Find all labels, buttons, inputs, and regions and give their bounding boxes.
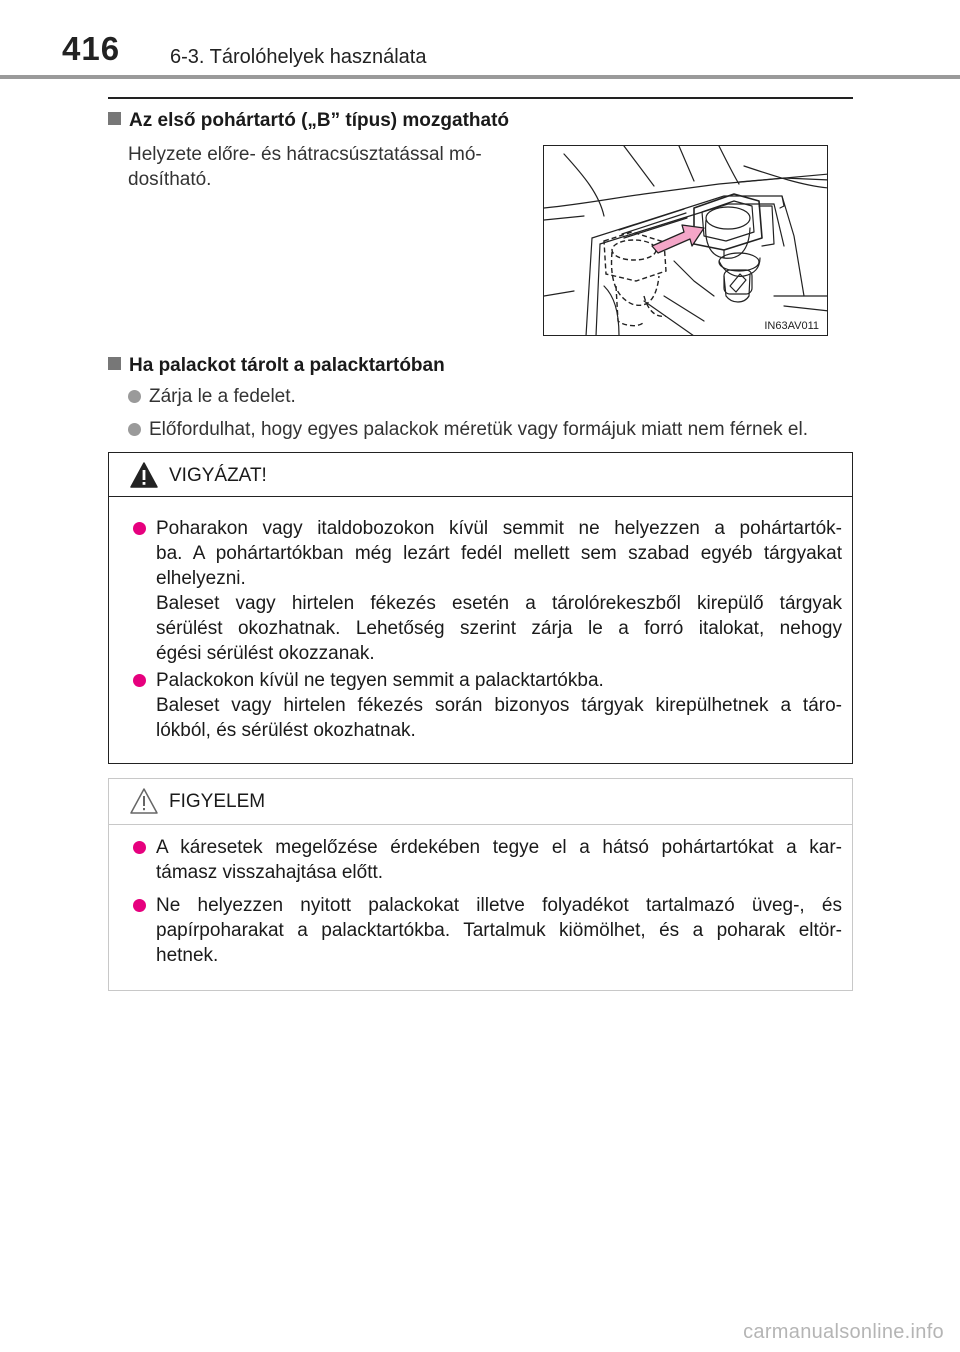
notice-header xyxy=(109,779,852,825)
caution-line: Poharakon vagy italdobozokon kívül semmit ne helyezzen a pohártartók- xyxy=(156,518,842,539)
notice-box xyxy=(108,778,853,991)
bullet-dot-icon xyxy=(133,522,146,535)
bottle-heading-text: Ha palackot tárolt a palacktartóban xyxy=(129,355,445,376)
bullet-dot-icon xyxy=(128,423,141,436)
figure-code: IN63AV011 xyxy=(764,320,819,332)
notice-line: A káresetek megelőzése érdekében tegye el a hátsó pohártartókat a kar- xyxy=(156,837,842,858)
watermark: carmanualsonline.info xyxy=(743,1321,944,1343)
notice-item xyxy=(129,893,842,968)
cupholder-text-line: dosítható. xyxy=(128,169,212,190)
caution-line: lókból, és sérülést okozhatnak. xyxy=(156,720,416,741)
notice-line: támasz visszahajtása előtt. xyxy=(156,862,384,883)
caution-item xyxy=(129,516,842,666)
caution-title: VIGYÁZAT! xyxy=(169,465,267,486)
caution-line: Baleset vagy hirtelen fékezés során bizonyos tárgyak kirepülhetnek a táro- xyxy=(156,695,842,716)
bullet-dot-icon xyxy=(133,674,146,687)
bullet-dot-icon xyxy=(133,899,146,912)
content-rule xyxy=(108,97,853,99)
bottle-heading xyxy=(108,355,445,377)
notice-line: papírpoharakat a palacktartókba. Tartalmuk kiömölhet, és a poharak eltör- xyxy=(156,920,842,941)
cupholder-text xyxy=(128,142,528,192)
bottle-bullet-text: Előfordulhat, hogy egyes palackok méretük vagy formájuk miatt nem férnek el. xyxy=(149,419,808,440)
bottle-bullet xyxy=(128,384,296,409)
bullet-dot-icon xyxy=(128,390,141,403)
warning-triangle-outline-icon xyxy=(129,787,159,815)
bottle-bullet-text: Zárja le a fedelet. xyxy=(149,386,296,407)
cupholder-heading-text: Az első pohártartó („B” típus) mozgatható xyxy=(129,110,509,131)
notice-item xyxy=(129,835,842,885)
slide-arrow-icon xyxy=(652,225,704,253)
caution-header xyxy=(109,453,852,497)
cupholder-illustration xyxy=(543,145,828,336)
caution-line: Baleset vagy hirtelen fékezés esetén a tárolórekeszből kirepülő tárgyak xyxy=(156,593,842,614)
caution-line: elhelyezni. xyxy=(156,568,246,589)
caution-line: sérülést okozhatnak. Lehetőség szerint zárja le a forró italokat, nehogy xyxy=(156,618,842,639)
caution-box xyxy=(108,452,853,764)
cupholder-illustration-drawing xyxy=(544,146,828,336)
heading-square-icon xyxy=(108,112,121,125)
warning-triangle-filled-icon xyxy=(129,461,159,489)
cupholder-heading xyxy=(108,110,509,132)
chapter-title: 6-3. Tárolóhelyek használata xyxy=(170,46,427,68)
caution-item xyxy=(129,668,842,743)
page-header xyxy=(0,0,960,80)
bullet-dot-icon xyxy=(133,841,146,854)
notice-line: Ne helyezzen nyitott palackokat illetve folyadékot tartalmazó üveg-, és xyxy=(156,895,842,916)
notice-line: hetnek. xyxy=(156,945,219,966)
cupholder-text-line: Helyzete előre- és hátracsúsztatással mó- xyxy=(128,144,482,165)
page-number: 416 xyxy=(62,30,121,67)
header-rule xyxy=(0,75,960,79)
caution-line: égési sérülést okozzanak. xyxy=(156,643,375,664)
caution-line: ba. A pohártartókban még lezárt fedél mellett sem szabad egyéb tárgyakat xyxy=(156,543,842,564)
bottle-bullet xyxy=(128,417,808,442)
heading-square-icon xyxy=(108,357,121,370)
notice-title: FIGYELEM xyxy=(169,791,266,812)
caution-line: Palackokon kívül ne tegyen semmit a palacktartókba. xyxy=(156,670,604,691)
